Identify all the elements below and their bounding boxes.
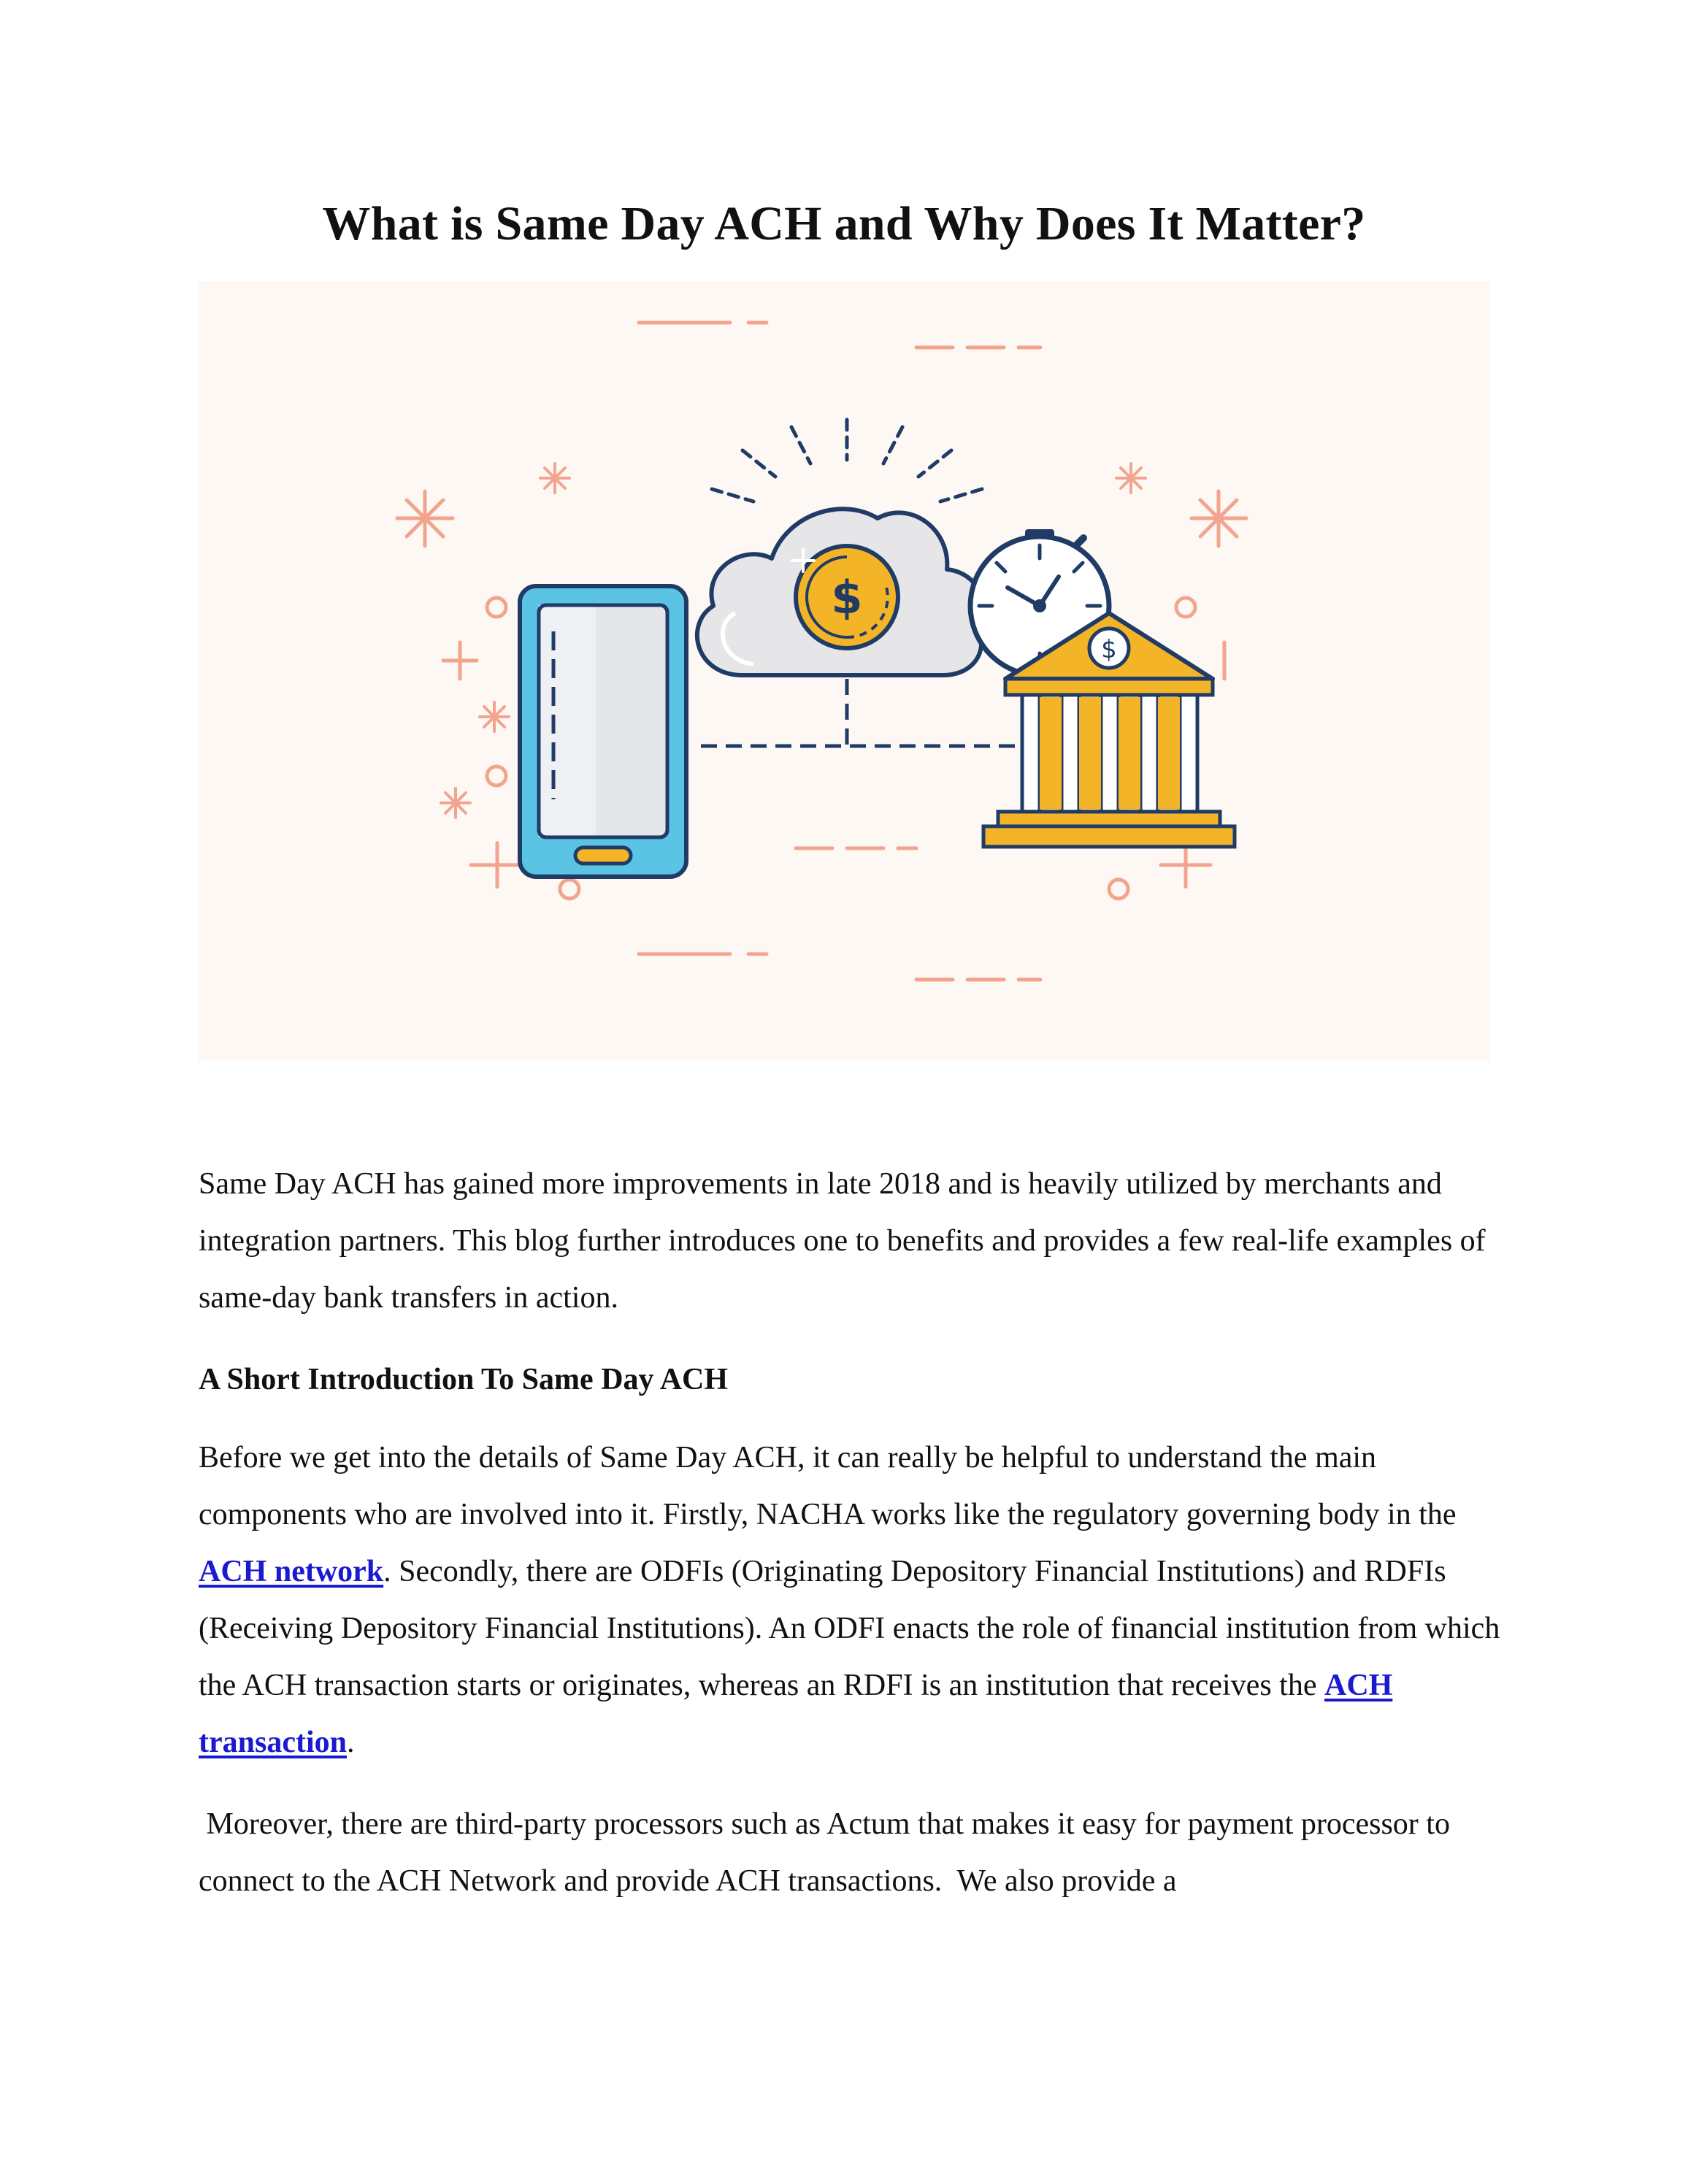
body-paragraph (199, 1429, 1505, 1771)
svg-text:$: $ (1101, 635, 1117, 664)
svg-text:$: $ (831, 571, 863, 624)
hero-illustration (199, 281, 1489, 1061)
page-title: What is Same Day ACH and Why Does It Matter? (322, 197, 1366, 250)
ray-lines (712, 420, 982, 501)
small-sparkle-icon (1116, 464, 1146, 493)
intro-paragraph: Same Day ACH has gained more improvements in late 2018 and is heavily utilized by merchants and integration partners. This blog further introduces one to benefits and provides a few real-life examples of same-day bank transfers in action. (199, 1167, 1486, 1315)
ach-transaction-link[interactable]: ACH transaction (199, 1669, 1393, 1759)
paragraph-text: Before we get into the details of Same Day ACH, it can really be helpful to understand the main components who are involved into it. Firstly, NACHA works like the regulatory governing body in the (199, 1441, 1457, 1531)
plus-icon (443, 642, 523, 887)
ach-network-link[interactable]: ACH network (199, 1555, 384, 1588)
body-paragraph: Moreover, there are third-party processors such as Actum that makes it easy for payment processor to connect to the ACH Network and provide ACH transactions. We also provide a (199, 1807, 1458, 1898)
small-sparkle-icon (441, 788, 470, 818)
paragraph-text: . (347, 1726, 355, 1759)
coin-icon (792, 546, 898, 648)
small-sparkle-icon (540, 464, 569, 493)
paragraph-text: . Secondly, there are ODFIs (Originating Depository Financial Institutions) and RDFIs (Receiving Depository Financial Institutions). An ODFI enacts the role of financial institution from which the ACH transaction starts or originates, whereas an RDFI is an institution that receives the (199, 1555, 1500, 1702)
sparkle-icon (397, 491, 453, 546)
small-sparkle-icon (480, 702, 509, 731)
section-heading: A Short Introduction To Same Day ACH (199, 1363, 729, 1396)
phone-icon (520, 586, 686, 877)
sparkle-icon (1192, 491, 1246, 546)
